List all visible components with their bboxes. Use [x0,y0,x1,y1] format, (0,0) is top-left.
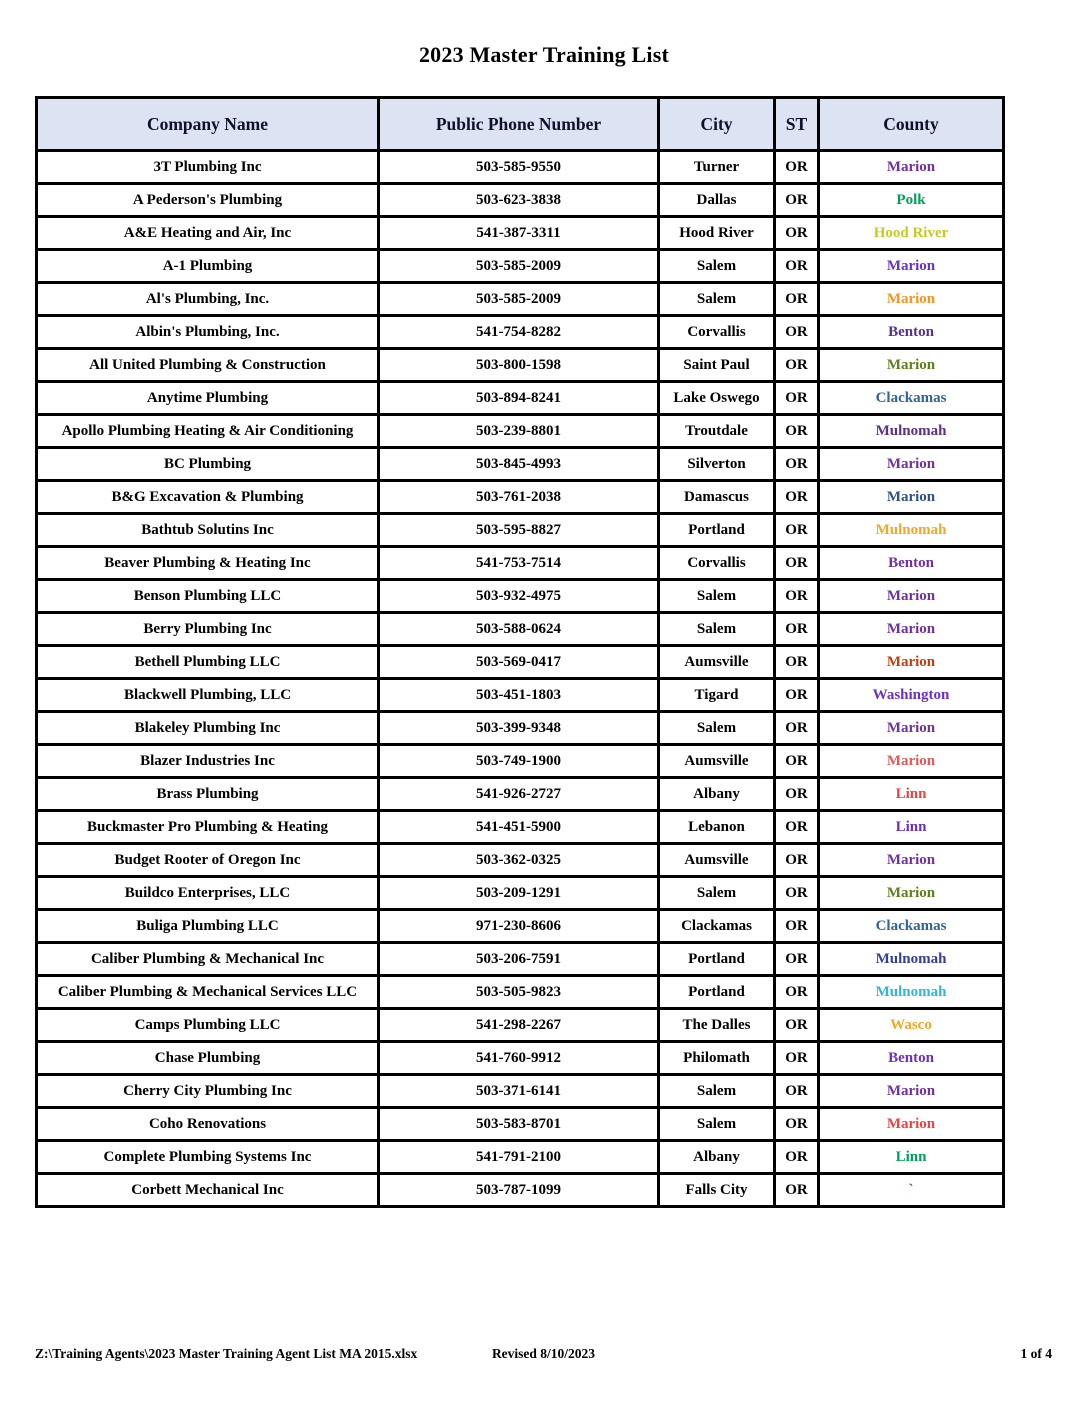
city-cell: Salem [659,580,775,613]
city-cell: Dallas [659,184,775,217]
state-cell: OR [775,349,819,382]
county-cell: Mulnomah [819,514,1004,547]
city-cell: Lebanon [659,811,775,844]
state-cell: OR [775,448,819,481]
county-cell: Clackamas [819,910,1004,943]
company-cell: Albin's Plumbing, Inc. [37,316,379,349]
county-cell: Marion [819,580,1004,613]
city-cell: Aumsville [659,646,775,679]
county-cell: Marion [819,448,1004,481]
state-cell: OR [775,745,819,778]
city-cell: Aumsville [659,745,775,778]
phone-cell: 503-362-0325 [379,844,659,877]
county-cell: Polk [819,184,1004,217]
footer-revised-date: Revised 8/10/2023 [491,1346,596,1361]
state-cell: OR [775,184,819,217]
phone-cell: 541-926-2727 [379,778,659,811]
phone-cell: 503-845-4993 [379,448,659,481]
table-row [37,580,1004,613]
phone-cell: 541-791-2100 [379,1141,659,1174]
table-row [37,382,1004,415]
county-cell: Marion [819,283,1004,316]
state-cell: OR [775,778,819,811]
table-row [37,283,1004,316]
company-cell: Al's Plumbing, Inc. [37,283,379,316]
state-cell: OR [775,646,819,679]
city-cell: Salem [659,1075,775,1108]
county-cell: Marion [819,250,1004,283]
county-cell: Clackamas [819,382,1004,415]
table-row [37,547,1004,580]
city-cell: Tigard [659,679,775,712]
table-row [37,349,1004,382]
phone-cell: 503-451-1803 [379,679,659,712]
company-cell: Buckmaster Pro Plumbing & Heating [37,811,379,844]
header-county: County [819,98,1004,151]
table-row [37,217,1004,250]
phone-cell: 503-800-1598 [379,349,659,382]
state-cell: OR [775,844,819,877]
county-cell: Marion [819,712,1004,745]
company-cell: Beaver Plumbing & Heating Inc [37,547,379,580]
table-row [37,1009,1004,1042]
county-cell: Marion [819,481,1004,514]
county-cell: Marion [819,1108,1004,1141]
city-cell: Portland [659,514,775,547]
state-cell: OR [775,316,819,349]
company-cell: Berry Plumbing Inc [37,613,379,646]
city-cell: Salem [659,712,775,745]
county-cell: Benton [819,316,1004,349]
phone-cell: 503-932-4975 [379,580,659,613]
phone-cell: 503-749-1900 [379,745,659,778]
company-cell: Apollo Plumbing Heating & Air Conditioning [37,415,379,448]
county-cell: Mulnomah [819,976,1004,1009]
company-cell: A Pederson's Plumbing [37,184,379,217]
company-cell: Blakeley Plumbing Inc [37,712,379,745]
table-row [37,943,1004,976]
phone-cell: 541-298-2267 [379,1009,659,1042]
table-row [37,184,1004,217]
city-cell: Saint Paul [659,349,775,382]
table-row [37,415,1004,448]
city-cell: Hood River [659,217,775,250]
table-row [37,910,1004,943]
company-cell: Blazer Industries Inc [37,745,379,778]
state-cell: OR [775,910,819,943]
state-cell: OR [775,382,819,415]
city-cell: Salem [659,250,775,283]
state-cell: OR [775,712,819,745]
phone-cell: 541-754-8282 [379,316,659,349]
company-cell: Caliber Plumbing & Mechanical Inc [37,943,379,976]
table-row [37,481,1004,514]
city-cell: The Dalles [659,1009,775,1042]
county-cell: Marion [819,877,1004,910]
state-cell: OR [775,580,819,613]
footer-file-path: Z:\Training Agents\2023 Master Training Agent List MA 2015.xlsx [35,1346,418,1361]
phone-cell: 503-894-8241 [379,382,659,415]
county-cell: Marion [819,844,1004,877]
phone-cell: 541-387-3311 [379,217,659,250]
header-company-name: Company Name [37,98,379,151]
table-row [37,448,1004,481]
state-cell: OR [775,679,819,712]
company-cell: Camps Plumbing LLC [37,1009,379,1042]
phone-cell: 503-569-0417 [379,646,659,679]
phone-cell: 503-585-9550 [379,151,659,184]
city-cell: Salem [659,613,775,646]
table-row [37,1174,1004,1207]
phone-cell: 503-787-1099 [379,1174,659,1207]
company-cell: B&G Excavation & Plumbing [37,481,379,514]
table-row [37,1108,1004,1141]
city-cell: Salem [659,283,775,316]
city-cell: Troutdale [659,415,775,448]
company-cell: Bathtub Solutins Inc [37,514,379,547]
company-cell: 3T Plumbing Inc [37,151,379,184]
county-cell: Marion [819,745,1004,778]
state-cell: OR [775,811,819,844]
table-row [37,679,1004,712]
phone-cell: 503-761-2038 [379,481,659,514]
phone-cell: 503-585-2009 [379,283,659,316]
phone-cell: 503-595-8827 [379,514,659,547]
company-cell: A-1 Plumbing [37,250,379,283]
state-cell: OR [775,514,819,547]
city-cell: Silverton [659,448,775,481]
company-cell: All United Plumbing & Construction [37,349,379,382]
city-cell: Salem [659,1108,775,1141]
company-cell: Anytime Plumbing [37,382,379,415]
city-cell: Portland [659,976,775,1009]
phone-cell: 971-230-8606 [379,910,659,943]
phone-cell: 503-371-6141 [379,1075,659,1108]
city-cell: Philomath [659,1042,775,1075]
county-cell: Linn [819,1141,1004,1174]
state-cell: OR [775,1108,819,1141]
county-cell: Wasco [819,1009,1004,1042]
company-cell: Budget Rooter of Oregon Inc [37,844,379,877]
county-cell: Marion [819,151,1004,184]
county-cell: Linn [819,811,1004,844]
table-row [37,811,1004,844]
phone-cell: 503-583-8701 [379,1108,659,1141]
phone-cell: 503-505-9823 [379,976,659,1009]
county-cell: Mulnomah [819,415,1004,448]
city-cell: Falls City [659,1174,775,1207]
state-cell: OR [775,1174,819,1207]
table-row [37,514,1004,547]
state-cell: OR [775,943,819,976]
table-row [37,613,1004,646]
company-cell: Caliber Plumbing & Mechanical Services LLC [37,976,379,1009]
state-cell: OR [775,283,819,316]
page-footer [35,1346,1052,1362]
city-cell: Corvallis [659,316,775,349]
table-row [37,745,1004,778]
county-cell: Marion [819,613,1004,646]
table-row [37,712,1004,745]
company-cell: Chase Plumbing [37,1042,379,1075]
state-cell: OR [775,415,819,448]
state-cell: OR [775,1075,819,1108]
state-cell: OR [775,1009,819,1042]
city-cell: Damascus [659,481,775,514]
header-city: City [659,98,775,151]
table-row [37,1075,1004,1108]
state-cell: OR [775,1141,819,1174]
company-cell: Brass Plumbing [37,778,379,811]
county-cell: Washington [819,679,1004,712]
county-cell: Benton [819,1042,1004,1075]
table-row [37,250,1004,283]
table-row [37,1141,1004,1174]
city-cell: Corvallis [659,547,775,580]
city-cell: Albany [659,1141,775,1174]
city-cell: Albany [659,778,775,811]
county-cell: Hood River [819,217,1004,250]
table-body [37,151,1004,1207]
county-cell: Mulnomah [819,943,1004,976]
state-cell: OR [775,481,819,514]
company-cell: Coho Renovations [37,1108,379,1141]
city-cell: Salem [659,877,775,910]
phone-cell: 503-585-2009 [379,250,659,283]
phone-cell: 503-399-9348 [379,712,659,745]
phone-cell: 503-623-3838 [379,184,659,217]
company-cell: Bethell Plumbing LLC [37,646,379,679]
header-public-phone-number: Public Phone Number [379,98,659,151]
county-cell: Marion [819,646,1004,679]
company-cell: Corbett Mechanical Inc [37,1174,379,1207]
phone-cell: 541-760-9912 [379,1042,659,1075]
state-cell: OR [775,1042,819,1075]
company-cell: BC Plumbing [37,448,379,481]
company-cell: Buildco Enterprises, LLC [37,877,379,910]
state-cell: OR [775,217,819,250]
table-row [37,316,1004,349]
state-cell: OR [775,547,819,580]
footer-page-number: 1 of 4 [1020,1346,1052,1361]
phone-cell: 503-206-7591 [379,943,659,976]
city-cell: Turner [659,151,775,184]
table-row [37,877,1004,910]
table-row [37,778,1004,811]
state-cell: OR [775,976,819,1009]
city-cell: Clackamas [659,910,775,943]
state-cell: OR [775,250,819,283]
table-row [37,151,1004,184]
city-cell: Lake Oswego [659,382,775,415]
company-cell: Blackwell Plumbing, LLC [37,679,379,712]
phone-cell: 541-753-7514 [379,547,659,580]
county-cell: ` [819,1174,1004,1207]
header-row [37,98,1004,151]
state-cell: OR [775,613,819,646]
state-cell: OR [775,877,819,910]
table-row [37,844,1004,877]
company-cell: Complete Plumbing Systems Inc [37,1141,379,1174]
county-cell: Benton [819,547,1004,580]
state-cell: OR [775,151,819,184]
phone-cell: 503-209-1291 [379,877,659,910]
table-row [37,646,1004,679]
page-title: 2023 Master Training List [418,42,670,67]
county-cell: Linn [819,778,1004,811]
phone-cell: 503-239-8801 [379,415,659,448]
training-list-table [35,96,1005,1208]
phone-cell: 503-588-0624 [379,613,659,646]
county-cell: Marion [819,1075,1004,1108]
header-state: ST [775,98,819,151]
city-cell: Portland [659,943,775,976]
table-row [37,1042,1004,1075]
company-cell: Cherry City Plumbing Inc [37,1075,379,1108]
company-cell: Benson Plumbing LLC [37,580,379,613]
city-cell: Aumsville [659,844,775,877]
company-cell: A&E Heating and Air, Inc [37,217,379,250]
county-cell: Marion [819,349,1004,382]
table-row [37,976,1004,1009]
company-cell: Buliga Plumbing LLC [37,910,379,943]
phone-cell: 541-451-5900 [379,811,659,844]
